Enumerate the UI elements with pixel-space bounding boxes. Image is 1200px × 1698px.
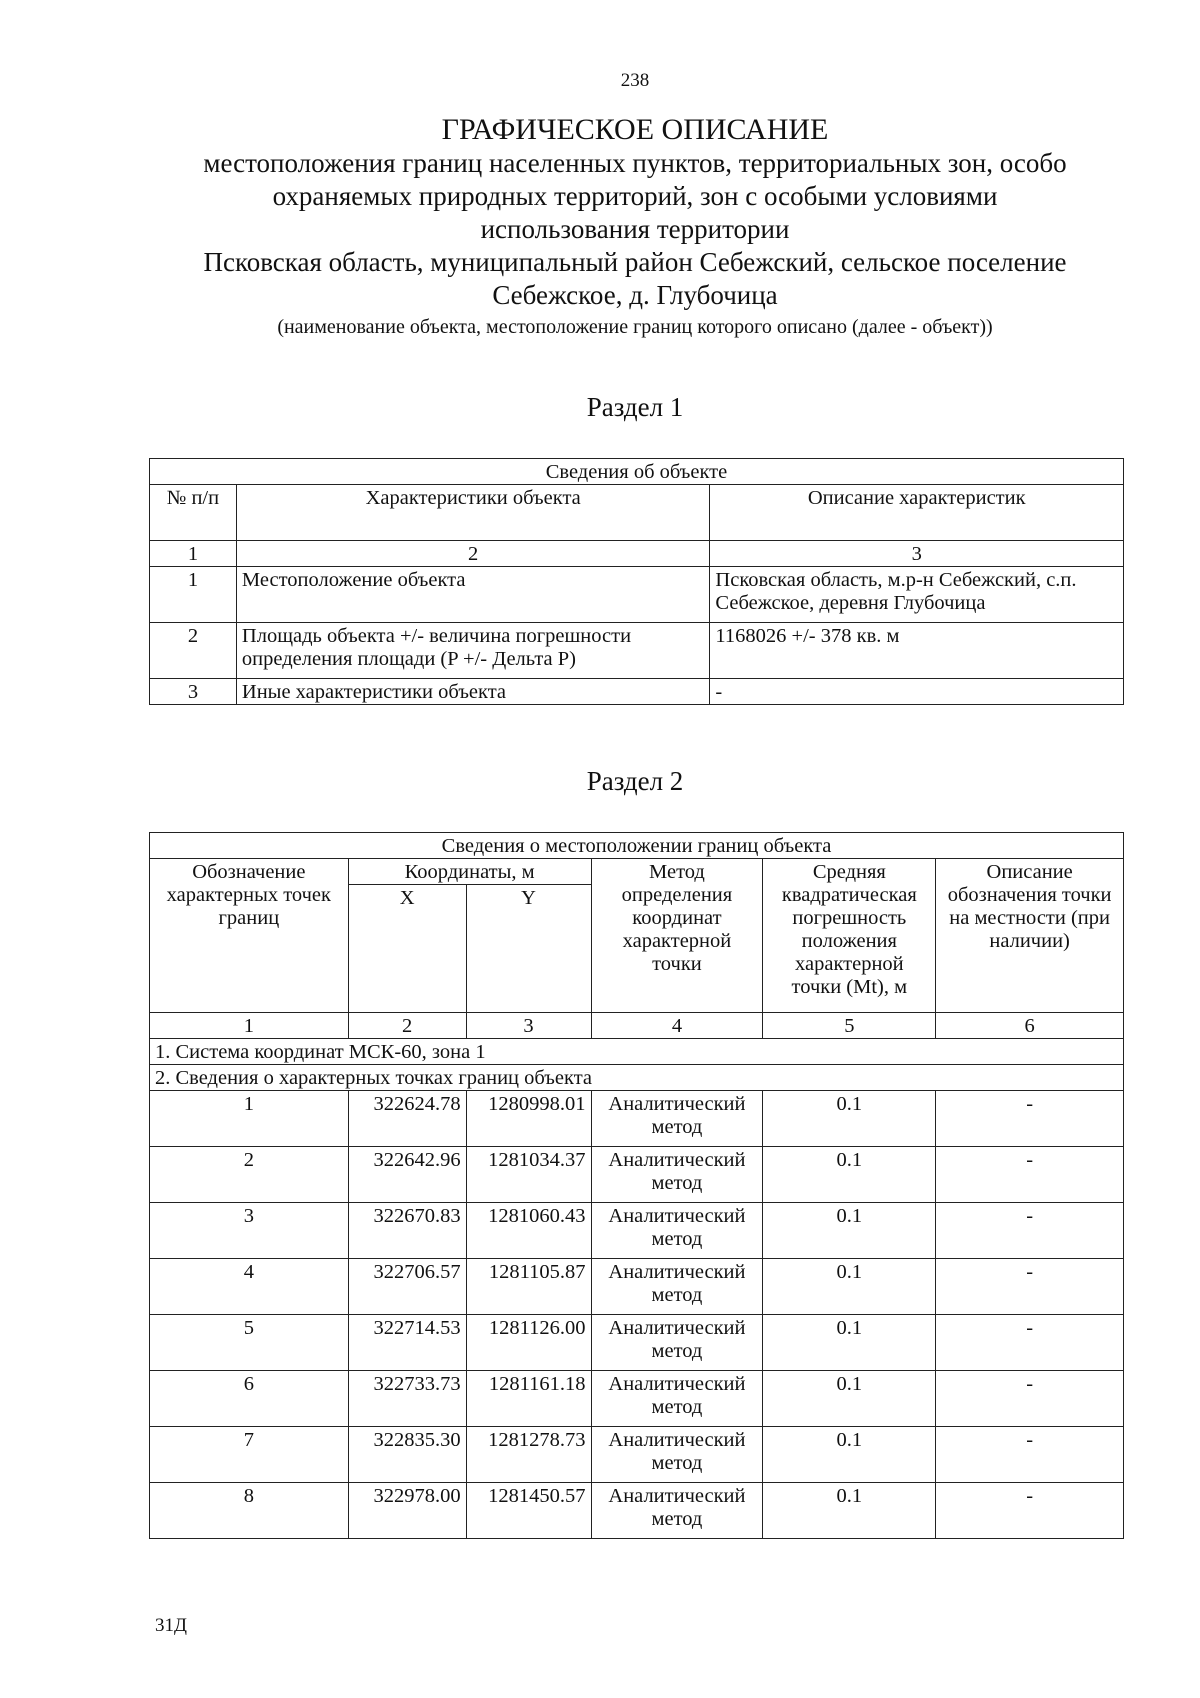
row-description: Псковская область, м.р-н Себежский, с.п. Себежское, деревня Глубочица xyxy=(710,567,1124,623)
table-row xyxy=(150,1091,1124,1147)
coord-x: 322978.00 xyxy=(348,1483,466,1539)
coord-y: 1281161.18 xyxy=(466,1371,591,1427)
section1-title: Раздел 1 xyxy=(586,392,684,422)
table-caption: Сведения о местоположении границ объекта xyxy=(150,833,1124,859)
mt-error: 0.1 xyxy=(763,1371,936,1427)
method: Аналитический метод xyxy=(591,1371,763,1427)
object-info-table xyxy=(149,458,1124,705)
method: Аналитический метод xyxy=(591,1203,763,1259)
header-line: Псковская область, муниципальный район Себежский, сельское поселение xyxy=(203,247,1067,277)
row-description: - xyxy=(710,679,1124,705)
header-x: X xyxy=(348,885,466,1013)
document-title: ГРАФИЧЕСКОЕ ОПИСАНИЕ xyxy=(441,113,829,146)
point-id: 4 xyxy=(150,1259,349,1315)
header-line: Себежское, д. Глубочица xyxy=(492,280,778,310)
mt-error: 0.1 xyxy=(763,1203,936,1259)
row-characteristic: Местоположение объекта xyxy=(236,567,710,623)
col-number: 2 xyxy=(236,541,710,567)
row-num: 1 xyxy=(150,567,237,623)
header-point: Обозначение характерных точек границ xyxy=(150,859,349,1013)
document-subtitle: (наименование объекта, местоположение границ которого описано (далее - объект)) xyxy=(277,316,993,338)
table-caption: Сведения об объекте xyxy=(150,459,1124,485)
coord-y: 1281278.73 xyxy=(466,1427,591,1483)
table-row xyxy=(150,679,1124,705)
header-coords: Координаты, м xyxy=(348,859,591,885)
method: Аналитический метод xyxy=(591,1427,763,1483)
table-row xyxy=(150,1147,1124,1203)
table-row xyxy=(150,623,1124,679)
header-y: Y xyxy=(466,885,591,1013)
header-line: местоположения границ населенных пунктов, территориальных зон, особо xyxy=(203,148,1067,178)
section2-title: Раздел 2 xyxy=(586,766,684,796)
coord-y: 1280998.01 xyxy=(466,1091,591,1147)
col-header-description: Описание характеристик xyxy=(710,485,1124,541)
col-number: 5 xyxy=(763,1013,936,1039)
col-number: 4 xyxy=(591,1013,763,1039)
coord-y: 1281450.57 xyxy=(466,1483,591,1539)
point-description: - xyxy=(936,1371,1124,1427)
row-description: 1168026 +/- 378 кв. м xyxy=(710,623,1124,679)
point-id: 1 xyxy=(150,1091,349,1147)
table-row xyxy=(150,1483,1124,1539)
coord-x: 322714.53 xyxy=(348,1315,466,1371)
mt-error: 0.1 xyxy=(763,1147,936,1203)
boundary-points-table xyxy=(149,832,1124,1539)
table-row xyxy=(150,1259,1124,1315)
method: Аналитический метод xyxy=(591,1315,763,1371)
header-error: Средняя квадратическая погрешность положения характерной точки (Mt), м xyxy=(763,859,936,1013)
col-number: 3 xyxy=(710,541,1124,567)
method: Аналитический метод xyxy=(591,1147,763,1203)
mt-error: 0.1 xyxy=(763,1091,936,1147)
table-row xyxy=(150,1427,1124,1483)
col-number: 6 xyxy=(936,1013,1124,1039)
mt-error: 0.1 xyxy=(763,1483,936,1539)
point-id: 6 xyxy=(150,1371,349,1427)
coord-y: 1281060.43 xyxy=(466,1203,591,1259)
point-id: 7 xyxy=(150,1427,349,1483)
col-number: 2 xyxy=(348,1013,466,1039)
coord-x: 322670.83 xyxy=(348,1203,466,1259)
point-description: - xyxy=(936,1315,1124,1371)
table-row xyxy=(150,1371,1124,1427)
header-line: охраняемых природных территорий, зон с особыми условиями xyxy=(272,181,998,211)
coord-system: 1. Система координат МСК-60, зона 1 xyxy=(150,1039,1124,1065)
point-description: - xyxy=(936,1427,1124,1483)
coord-x: 322733.73 xyxy=(348,1371,466,1427)
header-description: Описание обозначения точки на местности (при наличии) xyxy=(936,859,1124,1013)
row-num: 3 xyxy=(150,679,237,705)
table-row xyxy=(150,567,1124,623)
point-description: - xyxy=(936,1483,1124,1539)
col-header-characteristic: Характеристики объекта xyxy=(236,485,710,541)
row-num: 2 xyxy=(150,623,237,679)
col-number: 1 xyxy=(150,1013,349,1039)
col-number: 3 xyxy=(466,1013,591,1039)
mt-error: 0.1 xyxy=(763,1259,936,1315)
col-number: 1 xyxy=(150,541,237,567)
page-number: 238 xyxy=(620,70,650,91)
point-id: 8 xyxy=(150,1483,349,1539)
col-header-num: № п/п xyxy=(150,485,237,541)
method: Аналитический метод xyxy=(591,1483,763,1539)
coord-x: 322642.96 xyxy=(348,1147,466,1203)
document-header xyxy=(120,112,1150,340)
method: Аналитический метод xyxy=(591,1091,763,1147)
point-id: 3 xyxy=(150,1203,349,1259)
page-footer-code: 31Д xyxy=(155,1615,187,1636)
coord-y: 1281126.00 xyxy=(466,1315,591,1371)
row-characteristic: Иные характеристики объекта xyxy=(236,679,710,705)
point-id: 2 xyxy=(150,1147,349,1203)
point-description: - xyxy=(936,1091,1124,1147)
coord-y: 1281105.87 xyxy=(466,1259,591,1315)
point-id: 5 xyxy=(150,1315,349,1371)
coord-x: 322835.30 xyxy=(348,1427,466,1483)
header-line: использования территории xyxy=(480,214,790,244)
coord-y: 1281034.37 xyxy=(466,1147,591,1203)
coord-x: 322624.78 xyxy=(348,1091,466,1147)
point-description: - xyxy=(936,1203,1124,1259)
point-description: - xyxy=(936,1259,1124,1315)
header-method: Метод определения координат характерной точки xyxy=(591,859,763,1013)
mt-error: 0.1 xyxy=(763,1427,936,1483)
points-caption: 2. Сведения о характерных точках границ объекта xyxy=(150,1065,1124,1091)
row-characteristic: Площадь объекта +/- величина погрешности определения площади (P +/- Дельта P) xyxy=(236,623,710,679)
mt-error: 0.1 xyxy=(763,1315,936,1371)
point-description: - xyxy=(936,1147,1124,1203)
method: Аналитический метод xyxy=(591,1259,763,1315)
table-row xyxy=(150,1315,1124,1371)
coord-x: 322706.57 xyxy=(348,1259,466,1315)
table-row xyxy=(150,1203,1124,1259)
